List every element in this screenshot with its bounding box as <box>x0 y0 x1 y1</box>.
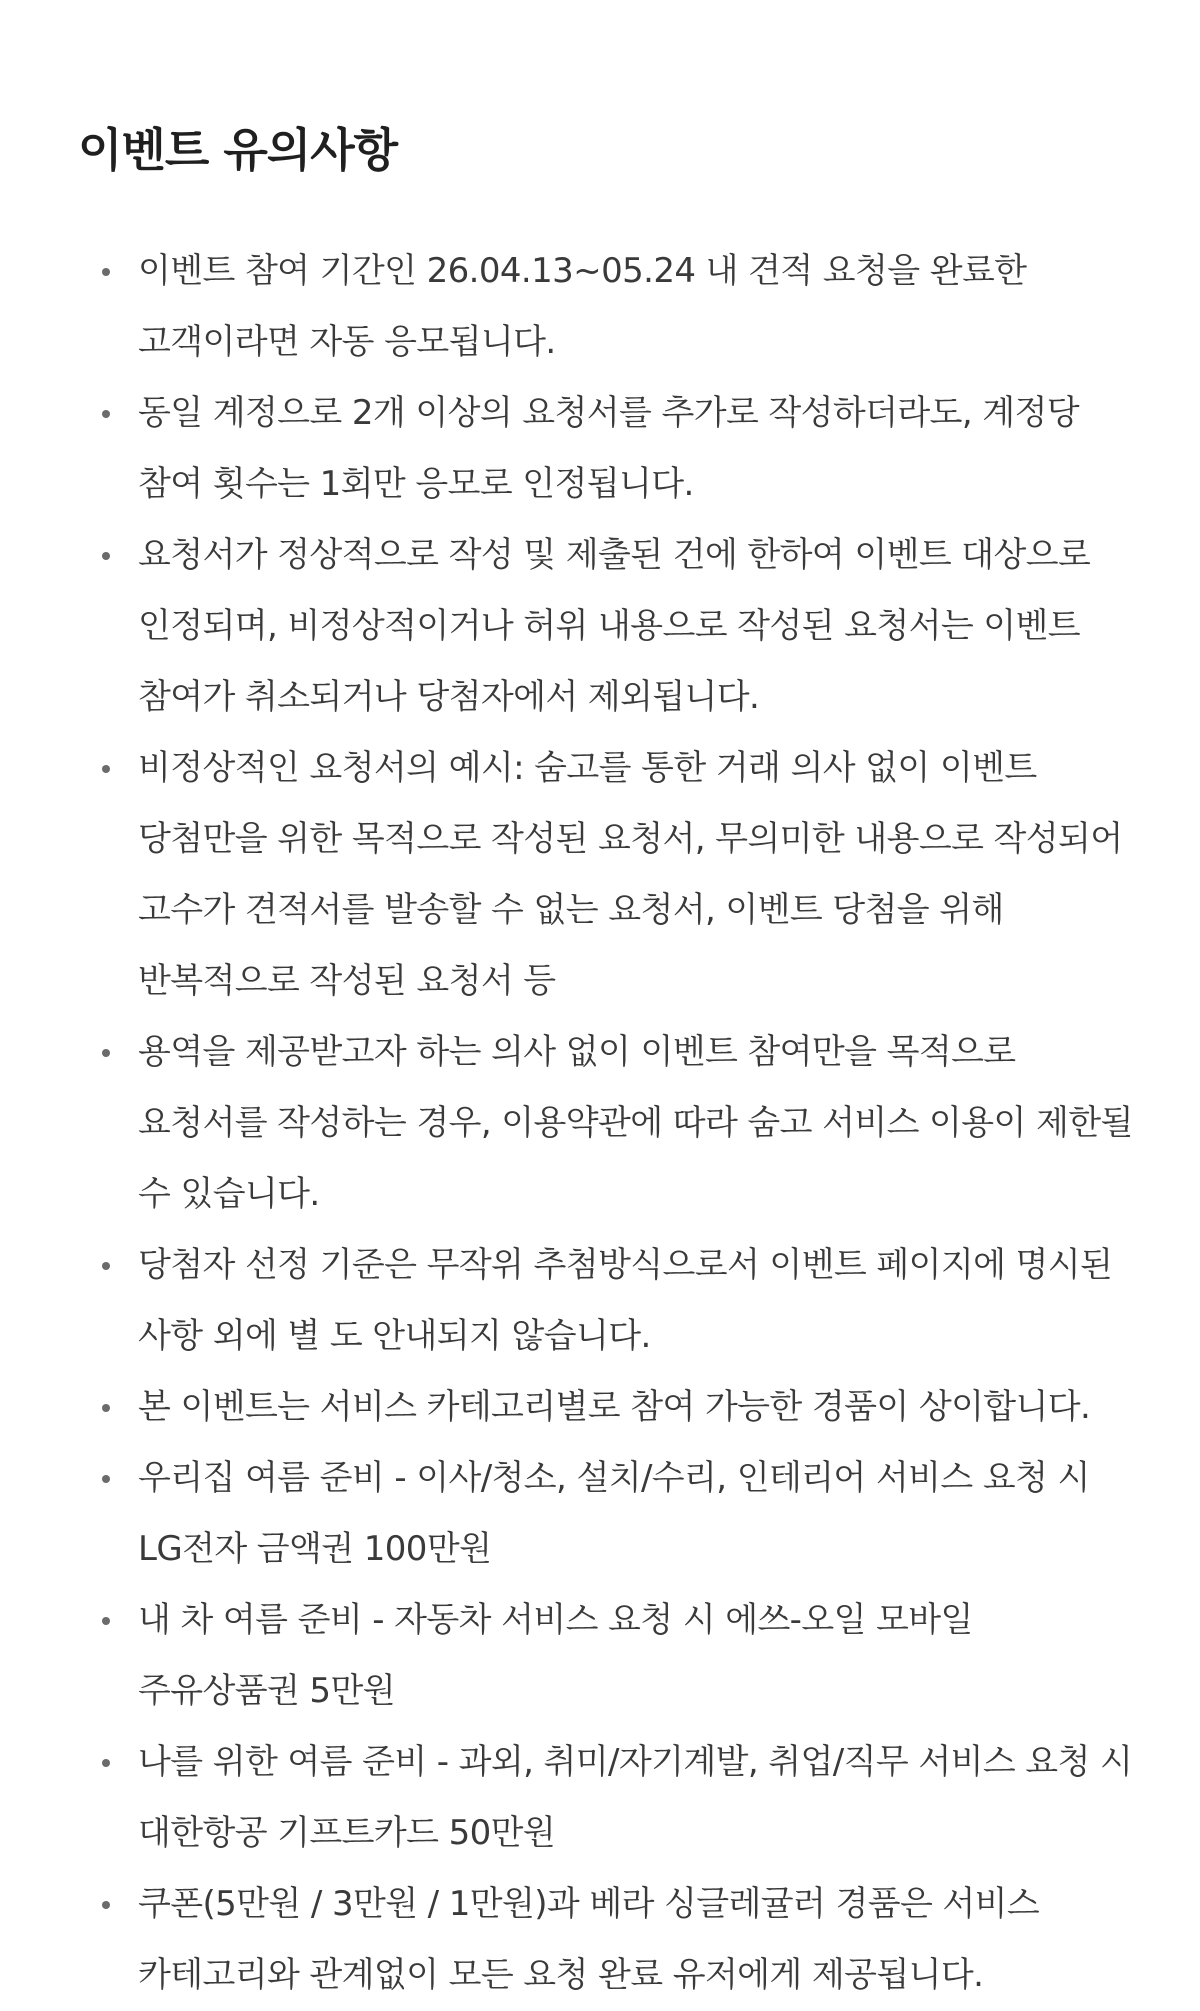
notice-item <box>78 733 1140 1017</box>
notice-text: 내 차 여름 준비 - 자동차 서비스 요청 시 에쓰-오일 모바일 주유상품권 5만원 <box>138 1600 973 1711</box>
notice-text: 비정상적인 요청서의 예시: 숨고를 통한 거래 의사 없이 이벤트 당첨만을 위한 목적으로 작성된 요청서, 무의미한 내용으로 작성되어 고수가 견적서를 발송할 수 없는 요청서, 이벤트 당첨을 위해 반복적으로 작성된 요청서 등 <box>138 748 1123 1001</box>
bullet-icon <box>102 765 110 773</box>
bullet-icon <box>102 1049 110 1057</box>
notice-item <box>78 236 1140 378</box>
bullet-icon <box>102 1617 110 1625</box>
notice-text: 용역을 제공받고자 하는 의사 없이 이벤트 참여만을 목적으로 요청서를 작성하는 경우, 이용약관에 따라 숨고 서비스 이용이 제한될 수 있습니다. <box>138 1032 1133 1214</box>
notice-text: 우리집 여름 준비 - 이사/청소, 설치/수리, 인테리어 서비스 요청 시 LG전자 금액권 100만원 <box>138 1458 1090 1569</box>
notice-item <box>78 1443 1140 1585</box>
bullet-icon <box>102 1901 110 1909</box>
bullet-icon <box>102 410 110 418</box>
notice-item <box>78 1017 1140 1230</box>
page-title: 이벤트 유의사항 <box>78 123 398 177</box>
notice-list <box>78 236 1140 2011</box>
bullet-icon <box>102 1262 110 1270</box>
bullet-icon <box>102 1759 110 1767</box>
notice-text: 쿠폰(5만원 / 3만원 / 1만원)과 베라 싱글레귤러 경품은 서비스 카테고리와 관계없이 모든 요청 완료 유저에게 제공됩니다. <box>138 1884 1040 1995</box>
bullet-icon <box>102 1404 110 1412</box>
notice-item <box>78 1230 1140 1372</box>
notice-text: 동일 계정으로 2개 이상의 요청서를 추가로 작성하더라도, 계정당 참여 횟수는 1회만 응모로 인정됩니다. <box>138 393 1080 504</box>
notice-item <box>78 1727 1140 1869</box>
notice-item <box>78 1869 1140 2011</box>
notice-item <box>78 520 1140 733</box>
notice-text: 요청서가 정상적으로 작성 및 제출된 건에 한하여 이벤트 대상으로 인정되며, 비정상적이거나 허위 내용으로 작성된 요청서는 이벤트 참여가 취소되거나 당첨자에서 제외됩니다. <box>138 535 1091 717</box>
notice-text: 나를 위한 여름 준비 - 과외, 취미/자기계발, 취업/직무 서비스 요청 시 대한항공 기프트카드 50만원 <box>138 1742 1133 1853</box>
bullet-icon <box>102 1475 110 1483</box>
notice-item <box>78 378 1140 520</box>
notice-text: 당첨자 선정 기준은 무작위 추첨방식으로서 이벤트 페이지에 명시된 사항 외에 별 도 안내되지 않습니다. <box>138 1245 1113 1356</box>
notice-item <box>78 1585 1140 1727</box>
bullet-icon <box>102 268 110 276</box>
bullet-icon <box>102 552 110 560</box>
notice-item <box>78 1372 1140 1443</box>
notice-text: 이벤트 참여 기간인 26.04.13~05.24 내 견적 요청을 완료한 고객이라면 자동 응모됩니다. <box>138 251 1027 362</box>
notice-text: 본 이벤트는 서비스 카테고리별로 참여 가능한 경품이 상이합니다. <box>138 1387 1091 1427</box>
